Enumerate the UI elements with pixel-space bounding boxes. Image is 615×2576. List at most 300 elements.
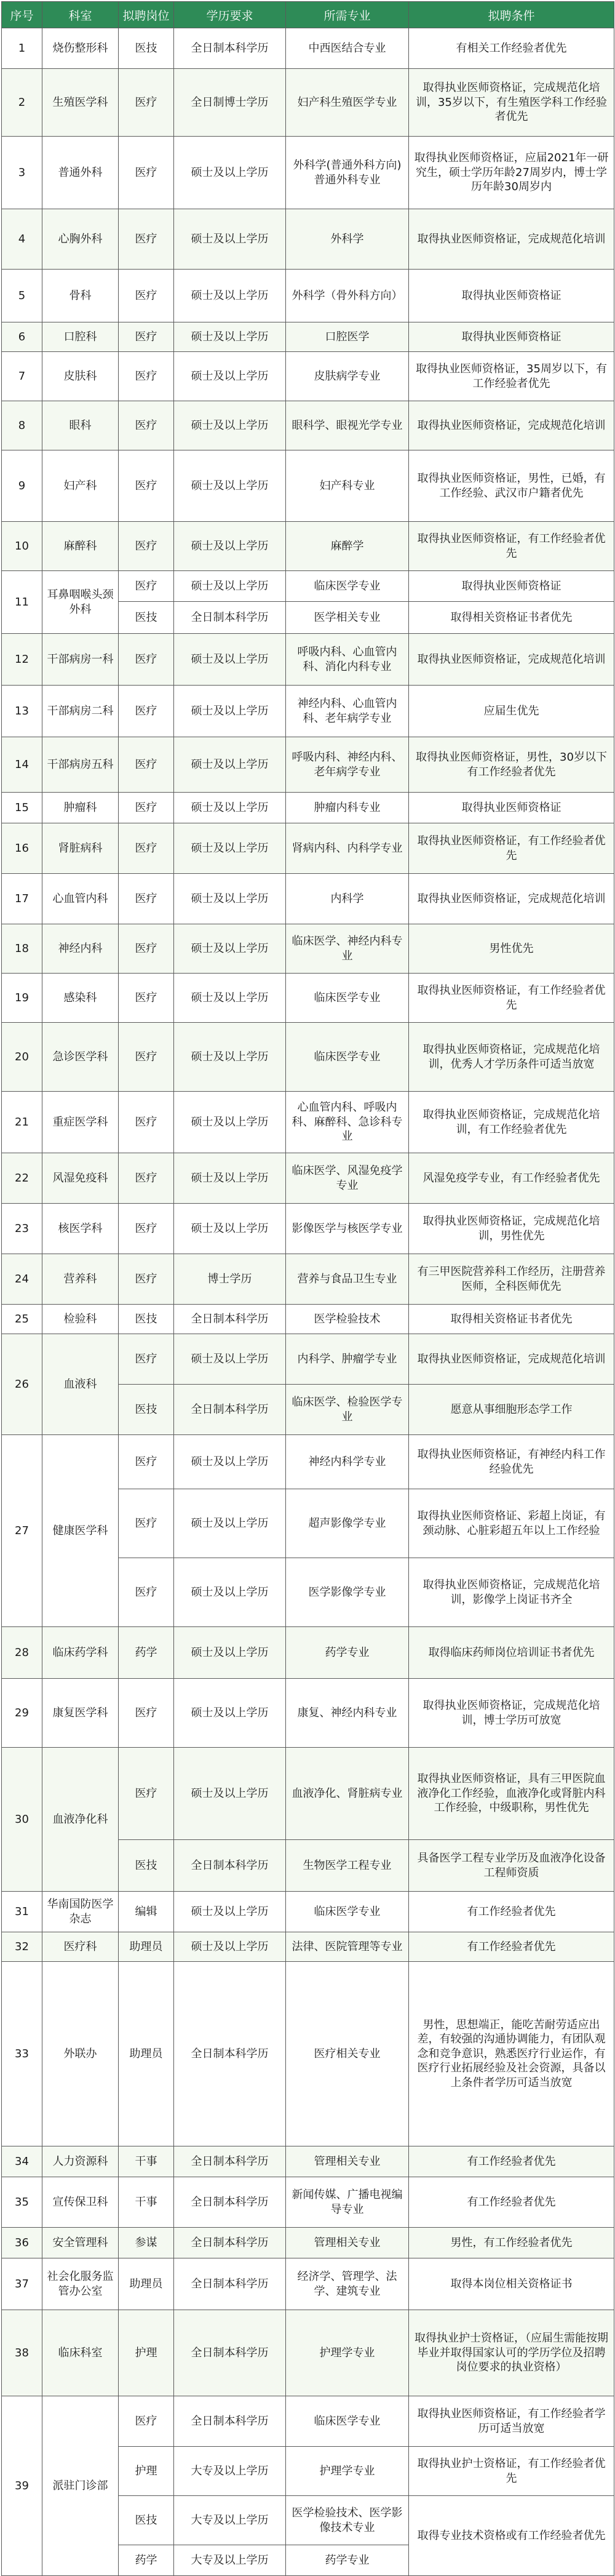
cell-post: 医疗 <box>119 450 174 522</box>
cell-post: 医疗 <box>119 522 174 571</box>
cell-dept: 眼科 <box>42 401 119 450</box>
cell-post: 医疗 <box>119 1489 174 1558</box>
cell-no: 34 <box>2 2146 42 2177</box>
cell-major: 神经内科学专业 <box>286 1435 409 1489</box>
cell-edu: 硕士及以上学历 <box>174 1627 286 1679</box>
cell-cond: 取得执业医师资格证，有工作经验者优先 <box>409 974 614 1023</box>
cell-cond: 有三甲医院营养科工作经历，注册营养医师，全科医师优先 <box>409 1254 614 1305</box>
cell-no: 24 <box>2 1254 42 1305</box>
header-no: 序号 <box>2 2 42 28</box>
cell-post: 医疗 <box>119 1558 174 1627</box>
cell-major: 外科学(普通外科方向)普通外科专业 <box>286 137 409 209</box>
cell-edu: 硕士及以上学历 <box>174 137 286 209</box>
table-row <box>2 737 614 793</box>
cell-cond: 取得执业医师资格证，完成规范化培训 <box>409 634 614 686</box>
cell-major: 医学相关专业 <box>286 602 409 634</box>
cell-major: 法律、医院管理等专业 <box>286 1932 409 1962</box>
cell-edu: 全日制本科学历 <box>174 2177 286 2228</box>
cell-cond: 取得执业医师资格证，完成规范化培训，有工作经验者优先 <box>409 1092 614 1153</box>
cell-major: 外科学 <box>286 209 409 270</box>
recruitment-table <box>1 1 614 2576</box>
cell-cond: 男性，有工作经验者优先 <box>409 2228 614 2258</box>
cell-no: 5 <box>2 270 42 322</box>
cell-edu: 硕士及以上学历 <box>174 737 286 793</box>
cell-major: 新闻传媒、广播电视编导专业 <box>286 2177 409 2228</box>
table-row <box>2 1932 614 1962</box>
cell-cond: 应届生优先 <box>409 686 614 737</box>
table-row <box>2 1023 614 1092</box>
cell-dept: 神经内科 <box>42 924 119 974</box>
cell-edu: 硕士及以上学历 <box>174 874 286 924</box>
cell-major: 康复、神经内科专业 <box>286 1679 409 1748</box>
cell-no: 36 <box>2 2228 42 2258</box>
table-row <box>2 1334 614 1385</box>
cell-edu: 大专及以上学历 <box>174 2447 286 2496</box>
cell-dept: 派驻门诊部 <box>42 2396 119 2576</box>
cell-major: 呼吸内科、神经内科、老年病学专业 <box>286 737 409 793</box>
table-row <box>2 1435 614 1489</box>
cell-edu: 全日制本科学历 <box>174 1305 286 1334</box>
cell-post: 医技 <box>119 602 174 634</box>
cell-edu: 全日制本科学历 <box>174 1840 286 1892</box>
table-row <box>2 1748 614 1840</box>
cell-major: 医学检验技术 <box>286 1305 409 1334</box>
cell-no: 32 <box>2 1932 42 1962</box>
cell-major: 临床医学、检验医学专业 <box>286 1385 409 1435</box>
cell-no: 10 <box>2 522 42 571</box>
cell-post: 医疗 <box>119 1204 174 1254</box>
cell-no: 37 <box>2 2258 42 2310</box>
table-row <box>2 28 614 69</box>
cell-edu: 硕士及以上学历 <box>174 1748 286 1840</box>
cell-cond: 取得相关资格证书者优先 <box>409 1305 614 1334</box>
cell-no: 28 <box>2 1627 42 1679</box>
cell-no: 26 <box>2 1334 42 1435</box>
cell-cond: 取得执业医师资格证，男性，30岁以下有工作经验者优先 <box>409 737 614 793</box>
cell-post: 护理 <box>119 2447 174 2496</box>
cell-major: 经济学、管理学、法学、建筑专业 <box>286 2258 409 2310</box>
cell-no: 9 <box>2 450 42 522</box>
cell-edu: 硕士及以上学历 <box>174 522 286 571</box>
cell-post: 编辑 <box>119 1892 174 1932</box>
cell-cond: 取得专业技术资格或有工作经验者优先 <box>409 2496 614 2576</box>
cell-post: 医疗 <box>119 322 174 352</box>
cell-major: 妇产科专业 <box>286 450 409 522</box>
table-row <box>2 522 614 571</box>
cell-cond: 取得执业医师资格证，有工作经验者优先 <box>409 522 614 571</box>
cell-post: 医疗 <box>119 1334 174 1385</box>
cell-edu: 全日制本科学历 <box>174 28 286 69</box>
table-row <box>2 2177 614 2228</box>
table-row <box>2 1962 614 2146</box>
cell-dept: 感染科 <box>42 974 119 1023</box>
table-row <box>2 450 614 522</box>
cell-cond: 取得本岗位相关资格证书 <box>409 2258 614 2310</box>
cell-dept: 干部病房二科 <box>42 686 119 737</box>
cell-cond: 取得临床药师岗位培训证书者优先 <box>409 1627 614 1679</box>
table-row <box>2 352 614 401</box>
cell-major: 药学专业 <box>286 1627 409 1679</box>
cell-post: 医疗 <box>119 1254 174 1305</box>
cell-cond: 有相关工作经验者优先 <box>409 28 614 69</box>
cell-dept: 医疗科 <box>42 1932 119 1962</box>
cell-dept: 肾脏病科 <box>42 823 119 874</box>
cell-no: 27 <box>2 1435 42 1627</box>
cell-dept: 心胸外科 <box>42 209 119 270</box>
cell-cond: 取得执业医师资格证，有神经内科工作经验优先 <box>409 1435 614 1489</box>
cell-major: 临床医学专业 <box>286 974 409 1023</box>
table-row <box>2 2146 614 2177</box>
cell-major: 肾病内科、内科学专业 <box>286 823 409 874</box>
cell-dept: 健康医学科 <box>42 1435 119 1627</box>
cell-no: 13 <box>2 686 42 737</box>
cell-dept: 麻醉科 <box>42 522 119 571</box>
cell-edu: 硕士及以上学历 <box>174 924 286 974</box>
cell-major: 管理相关专业 <box>286 2146 409 2177</box>
cell-post: 干事 <box>119 2146 174 2177</box>
cell-cond: 有工作经验者优先 <box>409 1892 614 1932</box>
cell-no: 21 <box>2 1092 42 1153</box>
cell-major: 外科学（骨外科方向） <box>286 270 409 322</box>
table-row <box>2 823 614 874</box>
cell-edu: 硕士及以上学历 <box>174 450 286 522</box>
cell-cond: 取得执业医师资格证，完成规范化培训，影像学上岗证书齐全 <box>409 1558 614 1627</box>
cell-major: 临床医学专业 <box>286 1892 409 1932</box>
cell-edu: 全日制本科学历 <box>174 2396 286 2447</box>
cell-post: 医技 <box>119 28 174 69</box>
cell-post: 医疗 <box>119 352 174 401</box>
cell-edu: 硕士及以上学历 <box>174 1334 286 1385</box>
cell-dept: 心血管内科 <box>42 874 119 924</box>
cell-edu: 硕士及以上学历 <box>174 634 286 686</box>
table-row <box>2 401 614 450</box>
cell-no: 17 <box>2 874 42 924</box>
cell-dept: 皮肤科 <box>42 352 119 401</box>
cell-post: 医疗 <box>119 137 174 209</box>
cell-cond: 取得执业医师资格证，应届2021年一研究生，硕士学历年龄27周岁内，博士学历年龄30周岁内 <box>409 137 614 209</box>
cell-major: 临床医学专业 <box>286 1023 409 1092</box>
header-major: 所需专业 <box>286 2 409 28</box>
cell-major: 眼科学、眼视光学专业 <box>286 401 409 450</box>
cell-major: 临床医学、风湿免疫学专业 <box>286 1153 409 1204</box>
cell-edu: 硕士及以上学历 <box>174 1023 286 1092</box>
cell-dept: 临床药学科 <box>42 1627 119 1679</box>
table-row <box>2 1204 614 1254</box>
cell-post: 医疗 <box>119 793 174 823</box>
table-header-row <box>2 2 614 28</box>
cell-edu: 大专及以上学历 <box>174 2545 286 2576</box>
cell-cond: 有工作经验者优先 <box>409 1932 614 1962</box>
cell-edu: 全日制本科学历 <box>174 602 286 634</box>
cell-cond: 取得执业医师资格证，完成规范化培训 <box>409 874 614 924</box>
cell-cond: 男性，思想端正，能吃苦耐劳适应出差，有较强的沟通协调能力，有团队观念和竞争意识，熟悉医疗行业运作，有医疗行业拓展经验及社会资源，具备以上条件者学历可适当放宽 <box>409 1962 614 2146</box>
cell-major: 生物医学工程专业 <box>286 1840 409 1892</box>
table-row <box>2 1092 614 1153</box>
table-row <box>2 1627 614 1679</box>
cell-post: 医疗 <box>119 1435 174 1489</box>
cell-dept: 营养科 <box>42 1254 119 1305</box>
table-row <box>2 571 614 602</box>
cell-edu: 全日制本科学历 <box>174 2228 286 2258</box>
header-edu: 学历要求 <box>174 2 286 28</box>
cell-post: 医疗 <box>119 571 174 602</box>
table-row <box>2 1892 614 1932</box>
cell-no: 23 <box>2 1204 42 1254</box>
cell-post: 护理 <box>119 2310 174 2396</box>
cell-major: 医学检验技术、医学影像技术专业 <box>286 2496 409 2545</box>
cell-post: 医疗 <box>119 874 174 924</box>
cell-dept: 人力资源科 <box>42 2146 119 2177</box>
cell-cond: 取得执业医师资格证，完成规范化培训，男性优先 <box>409 1204 614 1254</box>
cell-major: 营养与食品卫生专业 <box>286 1254 409 1305</box>
cell-edu: 硕士及以上学历 <box>174 1892 286 1932</box>
cell-no: 25 <box>2 1305 42 1334</box>
cell-major: 护理学专业 <box>286 2447 409 2496</box>
cell-no: 1 <box>2 28 42 69</box>
cell-cond: 具备医学工程专业学历及血液净化设备工程师资质 <box>409 1840 614 1892</box>
cell-major: 护理学专业 <box>286 2310 409 2396</box>
cell-major: 肿瘤内科专业 <box>286 793 409 823</box>
cell-major: 神经内科、心血管内科、老年病学专业 <box>286 686 409 737</box>
cell-dept: 干部病房一科 <box>42 634 119 686</box>
cell-post: 医疗 <box>119 1092 174 1153</box>
cell-edu: 硕士及以上学历 <box>174 793 286 823</box>
cell-post: 参谋 <box>119 2228 174 2258</box>
cell-cond: 取得执业医师资格证，完成规范化培训 <box>409 401 614 450</box>
cell-major: 口腔医学 <box>286 322 409 352</box>
cell-edu: 硕士及以上学历 <box>174 1558 286 1627</box>
cell-post: 助理员 <box>119 2258 174 2310</box>
cell-cond: 取得执业医师资格证 <box>409 270 614 322</box>
cell-dept: 骨科 <box>42 270 119 322</box>
cell-edu: 硕士及以上学历 <box>174 352 286 401</box>
cell-post: 药学 <box>119 1627 174 1679</box>
cell-dept: 血液科 <box>42 1334 119 1435</box>
cell-cond: 取得执业医师资格证 <box>409 571 614 602</box>
cell-edu: 硕士及以上学历 <box>174 1679 286 1748</box>
cell-post: 医疗 <box>119 823 174 874</box>
cell-no: 14 <box>2 737 42 793</box>
cell-major: 呼吸内科、心血管内科、消化内科专业 <box>286 634 409 686</box>
cell-edu: 全日制本科学历 <box>174 2310 286 2396</box>
cell-edu: 硕士及以上学历 <box>174 1489 286 1558</box>
cell-edu: 硕士及以上学历 <box>174 209 286 270</box>
cell-dept: 妇产科 <box>42 450 119 522</box>
cell-no: 6 <box>2 322 42 352</box>
cell-post: 助理员 <box>119 1932 174 1962</box>
table-row <box>2 2310 614 2396</box>
cell-post: 医疗 <box>119 1153 174 1204</box>
cell-edu: 硕士及以上学历 <box>174 1435 286 1489</box>
cell-cond: 取得执业医师资格证 <box>409 322 614 352</box>
cell-post: 医疗 <box>119 270 174 322</box>
cell-major: 管理相关专业 <box>286 2228 409 2258</box>
cell-no: 4 <box>2 209 42 270</box>
cell-major: 妇产科生殖医学专业 <box>286 69 409 137</box>
cell-edu: 硕士及以上学历 <box>174 401 286 450</box>
cell-dept: 华南国防医学杂志 <box>42 1892 119 1932</box>
table-row <box>2 1153 614 1204</box>
cell-edu: 全日制本科学历 <box>174 2258 286 2310</box>
cell-no: 39 <box>2 2396 42 2576</box>
cell-no: 8 <box>2 401 42 450</box>
table-row <box>2 874 614 924</box>
cell-edu: 硕士及以上学历 <box>174 270 286 322</box>
cell-dept: 重症医学科 <box>42 1092 119 1153</box>
cell-no: 38 <box>2 2310 42 2396</box>
cell-dept: 核医学科 <box>42 1204 119 1254</box>
cell-post: 医疗 <box>119 1679 174 1748</box>
cell-post: 医疗 <box>119 737 174 793</box>
cell-edu: 硕士及以上学历 <box>174 1932 286 1962</box>
cell-post: 医疗 <box>119 924 174 974</box>
cell-dept: 宣传保卫科 <box>42 2177 119 2228</box>
cell-edu: 硕士及以上学历 <box>174 1092 286 1153</box>
cell-cond: 取得执业医师资格证，有工作经验者学历可适当放宽 <box>409 2396 614 2447</box>
cell-edu: 硕士及以上学历 <box>174 974 286 1023</box>
cell-major: 内科学 <box>286 874 409 924</box>
cell-cond: 取得执业医师资格证，35周岁以下，有工作经验者优先 <box>409 352 614 401</box>
cell-edu: 全日制本科学历 <box>174 2146 286 2177</box>
cell-dept: 烧伤整形科 <box>42 28 119 69</box>
table-row <box>2 1679 614 1748</box>
cell-dept: 普通外科 <box>42 137 119 209</box>
table-row <box>2 974 614 1023</box>
cell-cond: 取得执业医师资格证，具有三甲医院血液净化工作经验，血液净化或肾脏内科工作经验，中级职称，男性优先 <box>409 1748 614 1840</box>
cell-no: 16 <box>2 823 42 874</box>
cell-cond: 取得执业医师资格证，完成规范化培训 <box>409 1334 614 1385</box>
cell-post: 助理员 <box>119 1962 174 2146</box>
cell-dept: 安全管理科 <box>42 2228 119 2258</box>
cell-major: 麻醉学 <box>286 522 409 571</box>
table-row <box>2 209 614 270</box>
cell-major: 血液净化、肾脏病专业 <box>286 1748 409 1840</box>
cell-edu: 大专及以上学历 <box>174 2496 286 2545</box>
cell-dept: 风湿免疫科 <box>42 1153 119 1204</box>
cell-dept: 康复医学科 <box>42 1679 119 1748</box>
cell-post: 医疗 <box>119 686 174 737</box>
cell-major: 皮肤病学专业 <box>286 352 409 401</box>
cell-major: 药学专业 <box>286 2545 409 2576</box>
table-row <box>2 137 614 209</box>
cell-no: 22 <box>2 1153 42 1204</box>
cell-post: 医疗 <box>119 634 174 686</box>
table-row <box>2 2258 614 2310</box>
table-row <box>2 270 614 322</box>
cell-dept: 口腔科 <box>42 322 119 352</box>
cell-cond: 男性优先 <box>409 924 614 974</box>
cell-post: 医技 <box>119 2496 174 2545</box>
cell-cond: 有工作经验者优先 <box>409 2177 614 2228</box>
cell-cond: 取得执业医师资格证，完成规范化培训，博士学历可放宽 <box>409 1679 614 1748</box>
cell-cond: 取得执业医师资格证 <box>409 793 614 823</box>
cell-cond: 取得执业医师资格证，有工作经验者优先 <box>409 823 614 874</box>
cell-dept: 肿瘤科 <box>42 793 119 823</box>
cell-cond: 有工作经验者优先 <box>409 2146 614 2177</box>
cell-cond: 愿意从事细胞形态学工作 <box>409 1385 614 1435</box>
cell-major: 临床医学专业 <box>286 571 409 602</box>
cell-cond: 取得执业医师资格证，完成规范化培训，35岁以下，有生殖医学科工作经验者优先 <box>409 69 614 137</box>
cell-edu: 全日制本科学历 <box>174 1962 286 2146</box>
cell-cond: 取得执业医师资格证，男性，已婚，有工作经验、武汉市户籍者优先 <box>409 450 614 522</box>
cell-no: 18 <box>2 924 42 974</box>
cell-major: 影像医学与核医学专业 <box>286 1204 409 1254</box>
cell-post: 医疗 <box>119 401 174 450</box>
cell-dept: 耳鼻咽喉头颈外科 <box>42 571 119 634</box>
cell-no: 3 <box>2 137 42 209</box>
cell-major: 医学影像学专业 <box>286 1558 409 1627</box>
table-row <box>2 322 614 352</box>
cell-post: 医技 <box>119 1385 174 1435</box>
cell-dept: 社会化服务监管办公室 <box>42 2258 119 2310</box>
cell-post: 医技 <box>119 1305 174 1334</box>
cell-cond: 取得执业护士资格证，有工作经验者优先 <box>409 2447 614 2496</box>
cell-no: 30 <box>2 1748 42 1892</box>
cell-edu: 硕士及以上学历 <box>174 686 286 737</box>
cell-post: 医疗 <box>119 974 174 1023</box>
cell-cond: 取得相关资格证书者优先 <box>409 602 614 634</box>
cell-no: 20 <box>2 1023 42 1092</box>
cell-major: 临床医学专业 <box>286 2396 409 2447</box>
cell-post: 医技 <box>119 1840 174 1892</box>
cell-edu: 博士学历 <box>174 1254 286 1305</box>
cell-post: 干事 <box>119 2177 174 2228</box>
cell-cond: 取得执业医师资格证，完成规范化培训 <box>409 209 614 270</box>
cell-major: 中西医结合专业 <box>286 28 409 69</box>
header-post: 拟聘岗位 <box>119 2 174 28</box>
table-row <box>2 686 614 737</box>
cell-no: 33 <box>2 1962 42 2146</box>
cell-post: 药学 <box>119 2545 174 2576</box>
cell-post: 医疗 <box>119 2396 174 2447</box>
table-row <box>2 1254 614 1305</box>
cell-major: 超声影像学专业 <box>286 1489 409 1558</box>
cell-edu: 硕士及以上学历 <box>174 571 286 602</box>
cell-no: 35 <box>2 2177 42 2228</box>
cell-no: 11 <box>2 571 42 634</box>
cell-no: 19 <box>2 974 42 1023</box>
cell-post: 医疗 <box>119 1023 174 1092</box>
cell-cond: 取得执业医师资格证、彩超上岗证，有颈动脉、心脏彩超五年以上工作经验 <box>409 1489 614 1558</box>
cell-edu: 硕士及以上学历 <box>174 1153 286 1204</box>
cell-no: 12 <box>2 634 42 686</box>
cell-major: 临床医学、神经内科专业 <box>286 924 409 974</box>
cell-cond: 取得执业医师资格证，完成规范化培训，优秀人才学历条件可适当放宽 <box>409 1023 614 1092</box>
cell-no: 29 <box>2 1679 42 1748</box>
cell-dept: 外联办 <box>42 1962 119 2146</box>
cell-no: 2 <box>2 69 42 137</box>
cell-no: 7 <box>2 352 42 401</box>
cell-no: 31 <box>2 1892 42 1932</box>
cell-edu: 硕士及以上学历 <box>174 322 286 352</box>
cell-dept: 检验科 <box>42 1305 119 1334</box>
header-dept: 科室 <box>42 2 119 28</box>
table-row <box>2 69 614 137</box>
cell-post: 医疗 <box>119 209 174 270</box>
cell-major: 内科学、肿瘤学专业 <box>286 1334 409 1385</box>
cell-dept: 干部病房五科 <box>42 737 119 793</box>
cell-edu: 硕士及以上学历 <box>174 823 286 874</box>
cell-dept: 临床科室 <box>42 2310 119 2396</box>
cell-edu: 硕士及以上学历 <box>174 1204 286 1254</box>
cell-post: 医疗 <box>119 1748 174 1840</box>
cell-no: 15 <box>2 793 42 823</box>
cell-cond: 风湿免疫学专业，有工作经验者优先 <box>409 1153 614 1204</box>
cell-major: 医疗相关专业 <box>286 1962 409 2146</box>
cell-major: 心血管内科、呼吸内科、麻醉科、急诊科专业 <box>286 1092 409 1153</box>
table-row <box>2 924 614 974</box>
header-cond: 拟聘条件 <box>409 2 614 28</box>
